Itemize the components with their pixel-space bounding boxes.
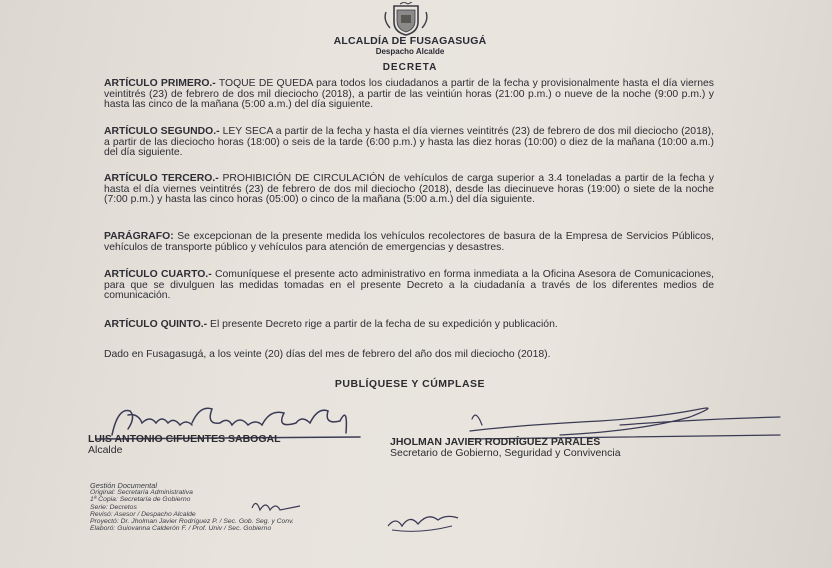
article-body: Comuníquese el presente acto administrativo en forma inmediata a la Oficina Asesora de Comunicaciones, para que se divulguen las medidas tomadas en el presente Decreto a la ciudadanía a través de los diferentes medios de comunicación. (104, 269, 714, 302)
article-label: ARTÍCULO PRIMERO.- (104, 78, 216, 89)
article-body: TOQUE DE QUEDA para todos los ciudadanos a partir de la fecha y provisionalmente hasta el día viernes veintitrés (23) de febrero de dos mil dieciocho (2018), a partir de las veintiún horas (21:00 p.m.) o nueve de la noche (9:00 p.m.) y hasta las cinco de la mañana (5:00 a.m.) del día siguiente. (104, 78, 715, 111)
article-third (104, 174, 714, 206)
signer-role: Secretario de Gobierno, Seguridad y Convivencia (390, 447, 621, 459)
article-fourth (104, 270, 714, 302)
article-label: ARTÍCULO CUARTO.- (104, 269, 212, 280)
reviewer-initials (0, 500, 832, 540)
article-label: ARTÍCULO QUINTO.- (104, 319, 208, 330)
article-first (104, 79, 714, 111)
footer-line: Elaboró: Guiovanna Calderón F. / Prof. Univ / Sec. Gobierno (90, 525, 272, 533)
article-body: Se excepcionan de la presente medida los vehículos recolectores de basura de la Empresa de Servicios Públicos, vehículos de transporte público y vehículos para atención de emergencias y desastres. (104, 231, 714, 253)
secretary-signature-block (390, 437, 710, 459)
office-subtitle: Despacho Alcalde (375, 47, 445, 56)
footer-line: Serie: Decretos (90, 503, 137, 511)
article-label: PARÁGRAFO: (104, 231, 174, 242)
signer-role: Alcalde (88, 444, 123, 456)
footer-line: 1ª Copia: Secretaría de Gobierno (90, 496, 191, 504)
footer-line: Original: Secretaría Administrativa (90, 489, 193, 497)
footer-line: Revisó: Asesor / Despacho Alcalde (90, 510, 196, 518)
decree-heading: DECRETA (382, 62, 438, 73)
mayor-signature-block (88, 434, 281, 456)
article-label: ARTÍCULO TERCERO.- (104, 173, 219, 184)
paragraph-exception (104, 232, 714, 253)
footer-line: Proyectó: Dr. Jholman Javier Rodríguez P. / Sec. Gob. Seg. y Conv. (90, 518, 294, 526)
article-body: El presente Decreto rige a partir de la fecha de su expedición y publicación. (207, 319, 558, 330)
closing-formula: PUBLÍQUESE Y CÚMPLASE (334, 378, 486, 390)
article-body: PROHIBICIÓN DE CIRCULACIÓN de vehículos de carga superior a 3.4 toneladas a partir de la fecha y hasta el día viernes veintitrés (23) de febrero de dos mil dieciocho (2018), desde las diecinueve horas (19:00) o siete de la noche (7:00 p.m.) y hasta las cinco horas (05:00) o cinco de la mañana (5:00 a.m.) del día siguiente. (104, 173, 714, 206)
signer-name: JHOLMAN JAVIER RODRÍGUEZ PARALES (390, 436, 601, 448)
article-body: LEY SECA a partir de la fecha y hasta el día viernes veintitrés (23) de febrero de dos mil dieciocho (2018), a partir de las dieciocho horas (18:00) o seis de la tarde (6:00 p.m.) y hasta las diez horas (10:00) o diez de la mañana (10:00 a.m.) del día siguiente. (104, 126, 714, 159)
city-hall-title: ALCALDÍA DE FUSAGASUGÁ (333, 35, 487, 47)
article-second (104, 127, 714, 159)
article-label: ARTÍCULO SEGUNDO.- (104, 126, 220, 137)
footer-title: Gestión Documental (90, 481, 157, 490)
article-fifth (104, 320, 714, 331)
dated-clause: Dado en Fusagasugá, a los veinte (20) días del mes de febrero del año dos mil dieciocho (2018). (104, 349, 551, 360)
coat-of-arms-icon (380, 2, 432, 36)
signer-name: LUIS ANTONIO CIFUENTES SABOGAL (88, 433, 281, 445)
secretary-signature (470, 408, 780, 439)
